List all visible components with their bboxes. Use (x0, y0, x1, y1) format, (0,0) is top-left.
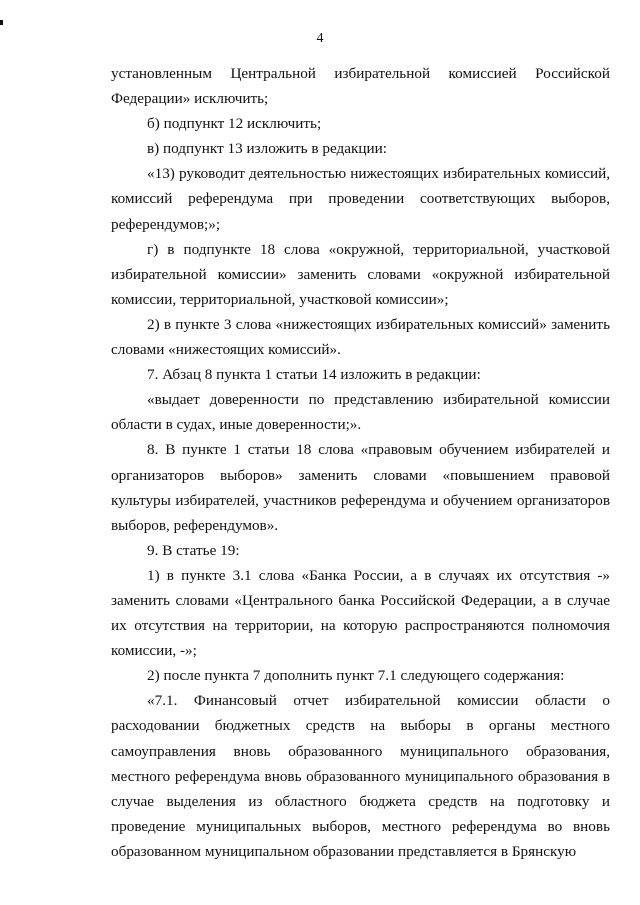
paragraph: 1) в пункте 3.1 слова «Банка России, а в случаях их отсутствия -» заменить словами «Центрального банка Российской Федерации, а в случае их отсутствия на территории, на которую распространяются полномочия комиссии, -»; (111, 566, 610, 660)
paragraph: 2) после пункта 7 дополнить пункт 7.1 следующего содержания: (147, 667, 565, 685)
paragraph: г) в подпункте 18 слова «окружной, территориальной, участковой избирательной комиссии» заменить словами «окружной избирательной комиссии, территориальной, участковой комиссии»; (111, 240, 610, 308)
paragraph: 7. Абзац 8 пункта 1 статьи 14 изложить в редакции: (147, 366, 481, 384)
document-body (111, 61, 610, 864)
paragraph: 2) в пункте 3 слова «нижестоящих избирательных комиссий» заменить словами «нижестоящих комиссий». (111, 315, 610, 359)
paragraph: 9. В статье 19: (147, 541, 240, 559)
paragraph: 8. В пункте 1 статьи 18 слова «правовым обучением избирателей и организаторов выборов» заменить словами «повышением правовой культуры избирателей, участников референдума и обучением организаторов выборов, референдумов». (111, 441, 610, 534)
paragraph: установленным Центральной избирательной комиссией Российской Федерации» исключить; (111, 65, 610, 108)
paragraph: «7.1. Финансовый отчет избирательной комиссии области о расходовании бюджетных средств на выборы в органы местного самоуправления вновь образованного муниципального образования, местного референдума вновь образованного муниципального образования в случае выделения из областного бюджета средств на подготовку и проведение муниципальных выборов, местного референдума во вновь образованном муниципальном образовании представляется в Брянскую (111, 692, 610, 860)
scan-edge-mark (0, 20, 3, 25)
paragraph: «13) руководит деятельностью нижестоящих избирательных комиссий, комиссий референдума при проведении соответствующих выборов, референдумов;»; (111, 165, 610, 233)
paragraph: б) подпункт 12 исключить; (147, 115, 322, 133)
page-number: 4 (316, 31, 324, 46)
paragraph: «выдает доверенности по представлению избирательной комиссии области в судах, иные доверенности;». (111, 391, 610, 434)
paragraph: в) подпункт 13 изложить в редакции: (147, 140, 387, 158)
